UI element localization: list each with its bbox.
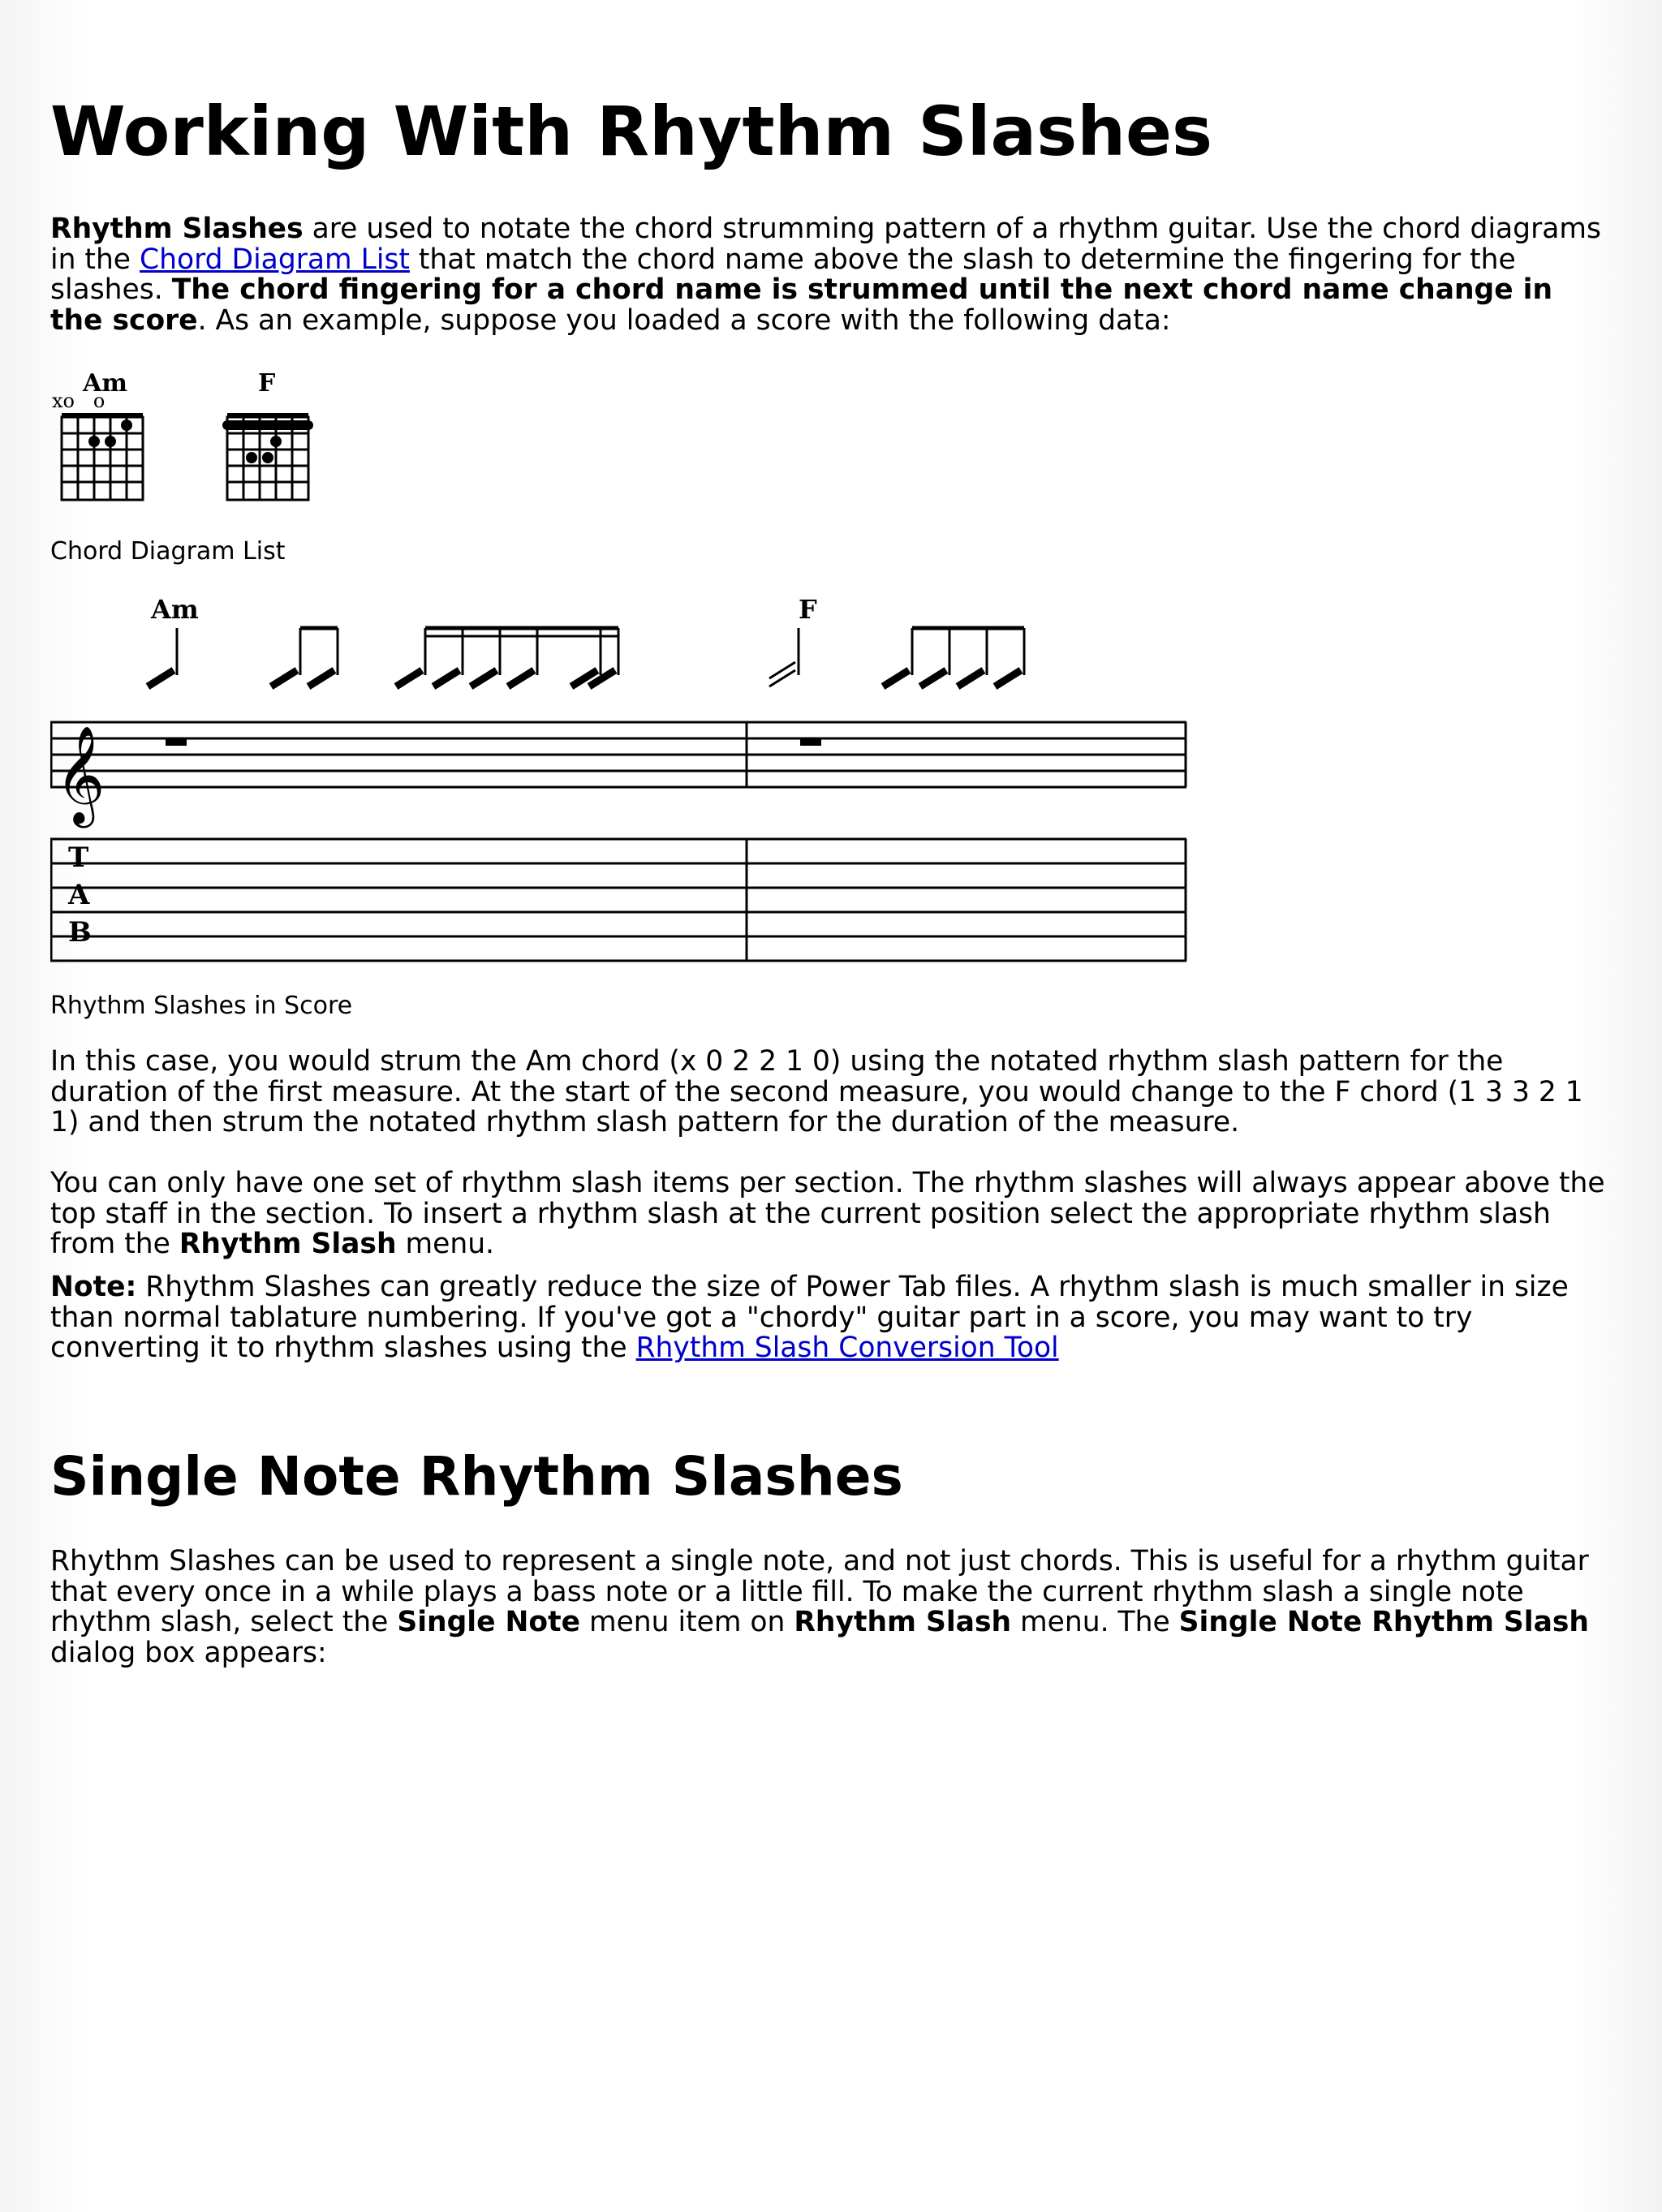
tab-clef	[67, 841, 92, 949]
whole-rest-measure-1	[166, 738, 187, 746]
standard-notation-staff	[50, 722, 1186, 787]
chord-markers-am: xo o	[52, 389, 105, 412]
intro-paragraph	[50, 214, 1608, 336]
rhythm-slash-head	[883, 670, 909, 686]
single-text-4: dialog box appears:	[50, 1636, 327, 1669]
rhythm-slash-head	[769, 670, 795, 686]
tab-letter-b: B	[68, 916, 92, 949]
rhythm-slash-head	[271, 670, 297, 686]
note-text: Rhythm Slashes can greatly reduce the size of Power Tab files. A rhythm slash is much smaller in size than normal tablature numbering. If you've got a "chordy" guitar part in a score, you may want to try converting it to rhythm slashes using the	[50, 1271, 1569, 1364]
page-title: Working With Rhythm Slashes	[50, 92, 1212, 171]
single-note-paragraph	[50, 1547, 1608, 1668]
chord-diagram-list-link[interactable]: Chord Diagram List	[140, 243, 410, 276]
set-text-1: You can only have one set of rhythm slash items per section. The rhythm slashes will always appear above the top staff in the section. To insert a rhythm slash at the current position select the appropriate rhythm slash from the	[50, 1167, 1605, 1260]
strum-paragraph: In this case, you would strum the Am chord (x 0 2 2 1 0) using the notated rhythm slash pattern for the duration of the first measure. At the start of the second measure, you would change to the F chord (1 3 3 2 1 1) and then strum the notated rhythm slash pattern for the duration of the measure.	[50, 1045, 1583, 1138]
intro-text-3: . As an example, suppose you loaded a score with the following data:	[197, 303, 1171, 337]
single-text-1: Rhythm Slashes can be used to represent a single note, and not just chords. This is useful for a rhythm guitar that every once in a while plays a bass note or a little fill. To make the current rhythm slash a single note rhythm slash, select the	[50, 1545, 1589, 1638]
rhythm-slash-head	[148, 670, 174, 686]
score-chord-names	[150, 594, 817, 625]
chord-diagram-caption: Chord Diagram List	[50, 537, 286, 566]
chord-diagram-figure	[50, 365, 342, 511]
chord-dots-f	[222, 420, 313, 463]
rhythm-slash-head	[471, 670, 497, 686]
single-note-menu-item: Single Note	[397, 1606, 580, 1638]
rhythm-slash-score	[50, 591, 1203, 967]
treble-clef-icon: 𝄞	[55, 725, 105, 824]
note-label: Note:	[50, 1271, 137, 1303]
rhythm-slash-head	[958, 670, 984, 686]
single-text-2: menu item on	[580, 1606, 794, 1638]
whole-rest-measure-2	[800, 738, 821, 746]
rhythm-slash-set-paragraph	[50, 1168, 1608, 1260]
chord-diagram-f	[222, 369, 313, 500]
tab-letter-t: T	[68, 841, 89, 874]
tablature-staff	[50, 839, 1186, 961]
rhythm-slash-menu-name: Rhythm Slash	[794, 1606, 1012, 1638]
rhythm-slash-menu-label: Rhythm Slash	[179, 1228, 397, 1260]
rhythm-slash-head	[920, 670, 946, 686]
barre-bar	[222, 420, 313, 430]
intro-text-1: are used to notate the chord strumming pattern of a rhythm guitar. Use the chord diagrams in the	[50, 213, 1601, 276]
intro-bold-sentence: The chord fingering for a chord name is strummed until the next chord name change in the score	[50, 273, 1553, 337]
section-title-single-note: Single Note Rhythm Slashes	[50, 1445, 903, 1508]
score-chord-am: Am	[151, 594, 199, 625]
rhythm-slash-head	[995, 670, 1021, 686]
rhythm-slashes	[148, 628, 1024, 686]
score-chord-f: F	[799, 594, 817, 625]
rhythm-slash-head	[308, 670, 334, 686]
rhythm-slash-head	[769, 662, 795, 678]
rhythm-slash-head	[396, 670, 422, 686]
chord-diagram-am	[52, 369, 143, 500]
chord-name-am: Am	[83, 369, 128, 398]
score-caption: Rhythm Slashes in Score	[50, 992, 353, 1020]
single-text-3: menu. The	[1011, 1606, 1179, 1638]
intro-term: Rhythm Slashes	[50, 213, 304, 245]
note-paragraph	[50, 1272, 1608, 1364]
rhythm-slash-head	[508, 670, 534, 686]
intro-text-2: that match the chord name above the slash to determine the fingering for the slashes.	[50, 243, 1516, 306]
chord-name-f: F	[258, 369, 276, 398]
single-note-dialog-name: Single Note Rhythm Slash	[1178, 1606, 1589, 1638]
rhythm-slash-head	[433, 670, 459, 686]
tab-letter-a: A	[68, 879, 90, 911]
set-text-2: menu.	[396, 1228, 495, 1260]
rhythm-slash-conversion-tool-link[interactable]: Rhythm Slash Conversion Tool	[635, 1332, 1059, 1364]
